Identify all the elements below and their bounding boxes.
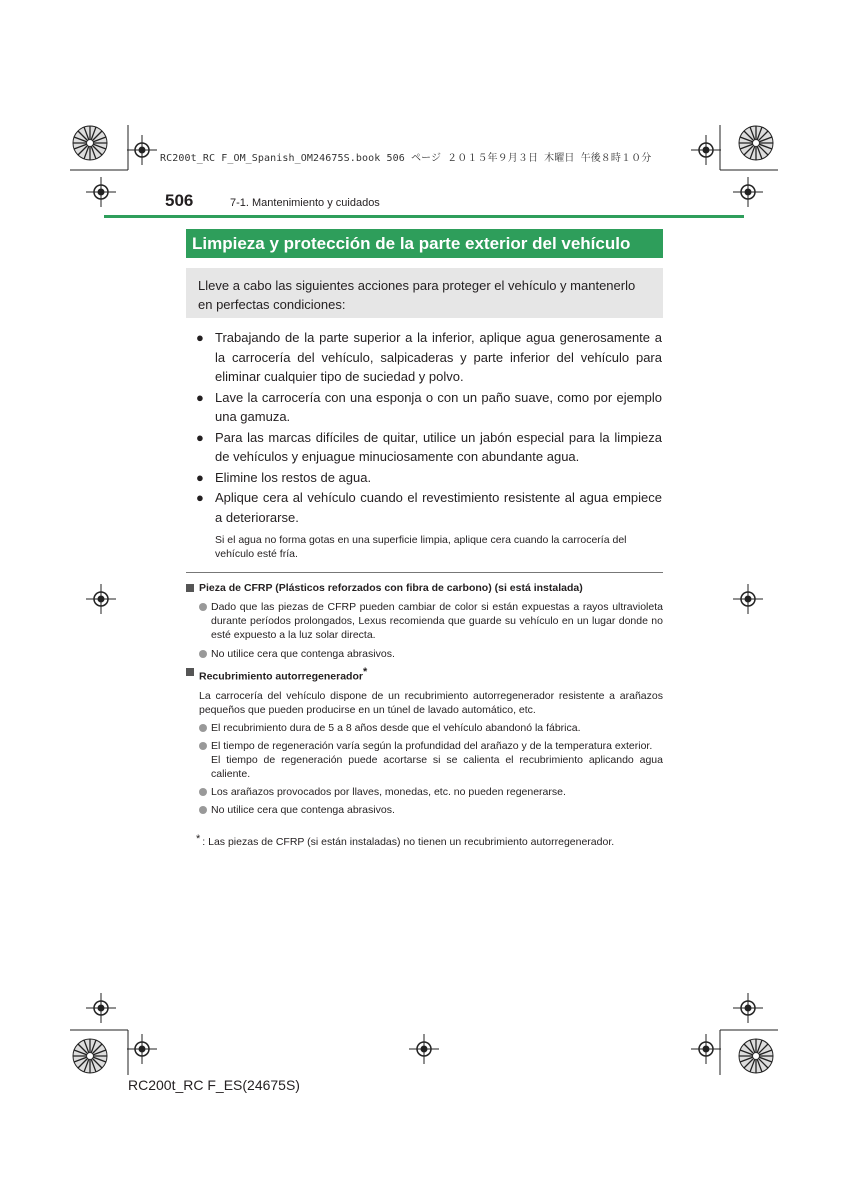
page-title: Limpieza y protección de la parte exterior del vehículo bbox=[186, 229, 663, 258]
section-divider bbox=[186, 572, 663, 573]
bullet-icon: ● bbox=[196, 469, 204, 485]
bullet-icon: ● bbox=[196, 490, 204, 505]
list-item: No utilice cera que contenga abrasivos. bbox=[186, 647, 663, 661]
circle-bullet-icon bbox=[199, 650, 207, 658]
print-header: RC200t_RC F_OM_Spanish_OM24675S.book 506 ページ ２０１５年９月３日 木曜日 午後８時１０分 bbox=[160, 153, 652, 164]
section-title: 7-1. Mantenimiento y cuidados bbox=[230, 197, 380, 209]
list-item: ● Aplique cera al vehículo cuando el revestimiento resistente al agua empiece a deteriorarse. bbox=[196, 490, 662, 525]
footnote: * : Las piezas de CFRP (si están instaladas) no tienen un recubrimiento autorregenerador. bbox=[196, 833, 615, 848]
bullet-list bbox=[196, 328, 662, 528]
list-item: ● Lave la carrocería con una esponja o con un paño suave, como por ejemplo una gamuza. bbox=[196, 389, 662, 424]
book-code: RC200t_RC F_ES(24675S) bbox=[128, 1077, 300, 1093]
square-bullet-icon bbox=[186, 584, 194, 592]
intro-line-1: Lleve a cabo las siguientes acciones para proteger el vehículo y mantenerlo bbox=[198, 278, 636, 293]
coating-heading: Recubrimiento autorregenerador* bbox=[186, 665, 663, 684]
circle-bullet-icon bbox=[199, 603, 207, 611]
wax-note: Si el agua no forma gotas en una superficie limpia, aplique cera cuando la carrocería del vehículo esté fría. bbox=[215, 534, 627, 560]
cfrp-heading: Pieza de CFRP (Plásticos reforzados con fibra de carbono) (si está instalada) bbox=[186, 581, 663, 595]
footnote-star: * bbox=[196, 833, 201, 845]
bullet-icon: ● bbox=[196, 330, 204, 345]
coating-section bbox=[186, 665, 663, 817]
list-item: No utilice cera que contenga abrasivos. bbox=[186, 803, 663, 817]
intro-line-2: en perfectas condiciones: bbox=[198, 297, 346, 312]
header-rule bbox=[104, 215, 744, 218]
circle-bullet-icon bbox=[199, 806, 207, 814]
list-item: Dado que las piezas de CFRP pueden cambiar de color si están expuestas a rayos ultravioleta durante períodos prolongados, Lexus recomienda que guarde su vehículo en un lugar donde no esté expuesto a la luz solar directa. bbox=[186, 600, 663, 642]
page-number: 506 bbox=[165, 191, 194, 210]
list-item: ● Trabajando de la parte superior a la inferior, aplique agua generosamente a la carrocería del vehículo, salpicaderas y parte inferior del vehículo para eliminar cualquier tipo de suciedad y polvo. bbox=[196, 330, 662, 384]
list-item: ● Elimine los restos de agua. bbox=[196, 468, 662, 488]
bullet-icon: ● bbox=[196, 429, 204, 445]
list-item: Los arañazos provocados por llaves, monedas, etc. no pueden regenerarse. bbox=[186, 785, 663, 799]
footnote-marker: * bbox=[362, 666, 368, 678]
list-item: El tiempo de regeneración varía según la profundidad del arañazo y de la temperatura exterior. El tiempo de regeneración puede acortarse si se calienta el recubrimiento aplicando agua caliente. bbox=[186, 739, 663, 781]
intro-box bbox=[186, 268, 663, 318]
circle-bullet-icon bbox=[199, 742, 207, 750]
cfrp-section bbox=[186, 581, 663, 661]
list-item: El recubrimiento dura de 5 a 8 años desde que el vehículo abandonó la fábrica. bbox=[186, 721, 663, 735]
circle-bullet-icon bbox=[199, 788, 207, 796]
square-bullet-icon bbox=[186, 668, 194, 676]
bullet-icon: ● bbox=[196, 389, 204, 405]
list-item: ● Para las marcas difíciles de quitar, utilice un jabón especial para la limpieza de vehículos y enjuague minuciosamente con abundante agua. bbox=[196, 429, 662, 464]
coating-paragraph: La carrocería del vehículo dispone de un recubrimiento autorregenerador resistente a arañazos pequeños que pueden producirse en un túnel de lavado automático, etc. bbox=[199, 689, 663, 716]
circle-bullet-icon bbox=[199, 724, 207, 732]
